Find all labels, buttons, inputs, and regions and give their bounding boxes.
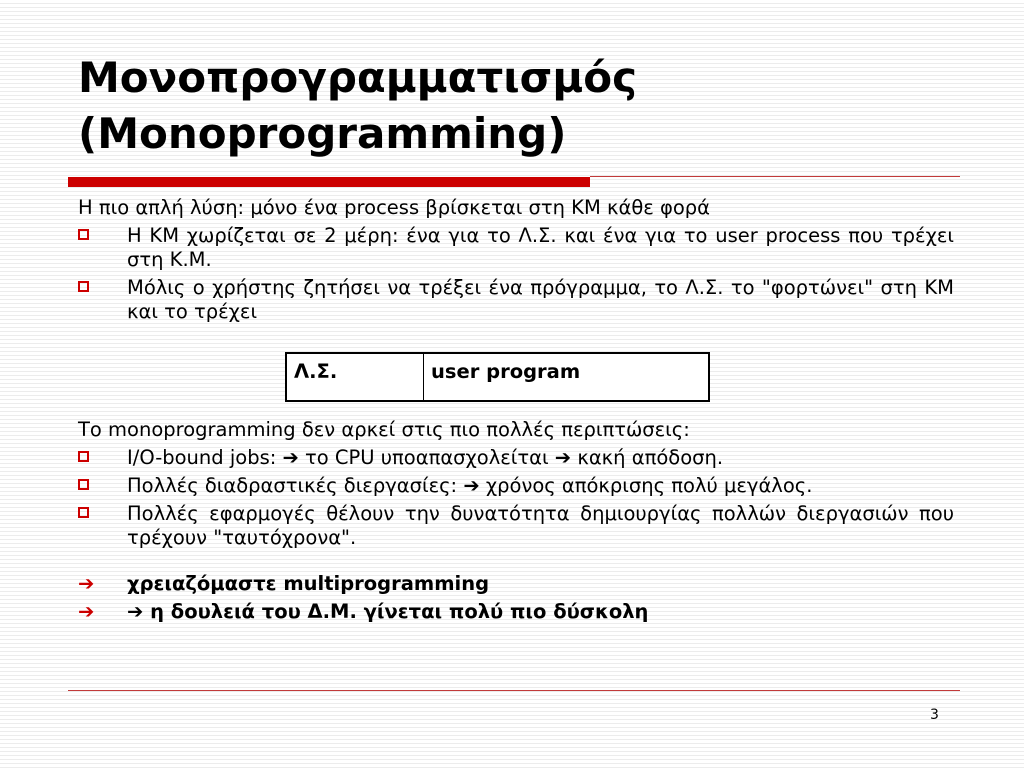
square-bullet-icon: [78, 507, 89, 518]
square-bullet-icon: [78, 451, 89, 462]
bullet-text-start: I/O-bound jobs:: [127, 446, 283, 469]
bullet-text-middle: το CPU υποαπασχολείται: [298, 446, 555, 469]
bullet-io-bound: [78, 446, 954, 470]
arrow-right-icon: ➔: [554, 446, 572, 469]
conclusion-text: η δουλειά του Δ.Μ. γίνεται πολύ πιο δύσκολη: [143, 600, 649, 623]
conclusion-text: χρειαζόμαστε multiprogramming: [127, 572, 490, 595]
bullet-text: Πολλές εφαρμογές θέλουν την δυνατότητα δημιουργίας πολλών διεργασιών που τρέχουν "ταυτόχρονα".: [127, 502, 954, 549]
red-arrow-icon: ➔: [78, 572, 95, 595]
square-bullet-icon: [78, 229, 89, 240]
user-program-cell: user program: [431, 360, 581, 383]
intro-text: Η πιο απλή λύση: μόνο ένα process βρίσκεται στη ΚΜ κάθε φορά: [78, 196, 711, 219]
bullet-text: Η ΚΜ χωρίζεται σε 2 μέρη: ένα για το Λ.Σ. και ένα για το user process που τρέχει στη Κ.Μ.: [127, 224, 954, 271]
bullet-text-end: χρόνος απόκρισης πολύ μεγάλος.: [479, 474, 813, 497]
title-underline-thick: [68, 177, 590, 187]
conclusion-multiprogramming: [78, 572, 954, 596]
bullet-applications: [78, 502, 954, 550]
memory-layout-table: [285, 352, 710, 402]
title-line-english: (Monoprogramming): [78, 109, 567, 158]
red-arrow-icon: ➔: [78, 600, 95, 623]
arrow-right-icon: ➔: [282, 446, 299, 469]
bullet-text-start: Πολλές διαδραστικές διεργασίες:: [127, 474, 464, 497]
page-number: 3: [930, 707, 939, 723]
section-text: Το monoprogramming δεν αρκεί στις πιο πολλές περιπτώσεις:: [78, 418, 690, 441]
conclusion-harder: [78, 600, 954, 624]
bullet-text: Μόλις ο χρήστης ζητήσει να τρέξει ένα πρόγραμμα, το Λ.Σ. το "φορτώνει" στη ΚΜ και το τρέχει: [127, 276, 954, 323]
slide-body-2: [78, 418, 954, 624]
square-bullet-icon: [78, 281, 89, 292]
os-cell: Λ.Σ.: [287, 354, 424, 400]
bullet-memory-split: [78, 224, 954, 272]
bullet-text-end: κακή απόδοση.: [571, 446, 724, 469]
title-line-greek: Μονοπρογραμματισμός: [78, 53, 637, 102]
title-underline-thin: [590, 176, 960, 177]
arrow-right-icon: ➔: [127, 600, 144, 623]
slide-title: [78, 50, 978, 162]
bullet-interactive: [78, 474, 954, 498]
slide-body: [78, 196, 954, 324]
arrow-right-icon: ➔: [463, 474, 480, 497]
bullet-load-program: [78, 276, 954, 324]
square-bullet-icon: [78, 479, 89, 490]
footer-rule: [68, 690, 960, 691]
